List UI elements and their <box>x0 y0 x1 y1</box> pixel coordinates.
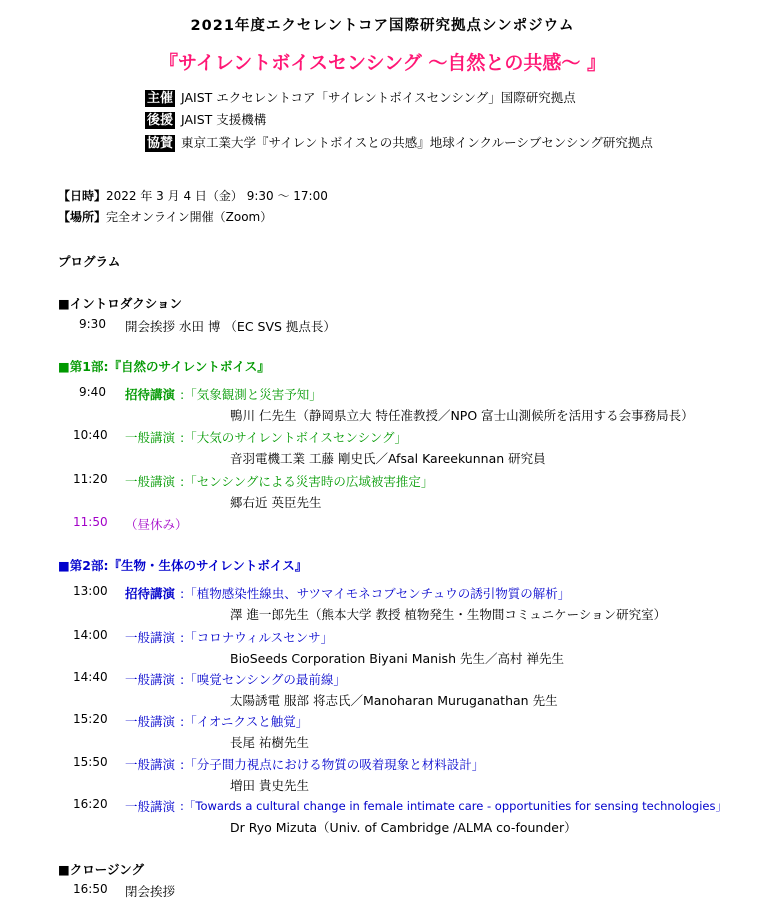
talk-time: 13:00 <box>73 584 108 598</box>
program-heading: プログラム <box>58 254 121 269</box>
talk-speaker: Dr Ryo Mizuta（Univ. of Cambridge /ALMA co-founder） <box>230 820 577 835</box>
intro-time: 9:30 <box>79 317 106 331</box>
talk-type <box>125 584 175 602</box>
sponsor-text: 東京工業大学『サイレントボイスとの共感』地球インクルーシブセンシング研究拠点 <box>181 135 653 150</box>
date-value: 2022 年 3 月 4 日（金） 9:30 ～ 17:00 <box>106 189 328 203</box>
talk-title: :「イオニクスと触覚」 <box>180 714 309 729</box>
sponsor-badge: 協賛 <box>147 136 174 151</box>
talk-type: 一般講演 <box>125 799 176 814</box>
talk-type: 一般講演 <box>125 672 176 687</box>
talk-type <box>125 385 175 403</box>
symposium-subtitle: 『サイレントボイスセンシング ～自然との共感～ 』 <box>159 52 606 74</box>
talk-speaker: 音羽電機工業 工藤 剛史氏／Afsal Kareekunnan 研究員 <box>230 451 546 466</box>
closing-time: 16:50 <box>73 882 108 896</box>
talk-time: 14:00 <box>73 628 108 642</box>
symposium-title: 2021年度エクセレントコア国際研究拠点シンポジウム <box>190 18 575 34</box>
organizer-support-row <box>145 110 266 129</box>
talk-time: 15:20 <box>73 712 108 726</box>
talk-speaker: 太陽誘電 服部 将志氏／Manoharan Muruganathan 先生 <box>230 693 558 708</box>
talk-type: 一般講演 <box>125 630 176 645</box>
talk-title: :「気象観測と災害予知」 <box>180 387 322 402</box>
intro-text: 開会挨拶 水田 博 （EC SVS 拠点長） <box>125 319 336 334</box>
talk-title: :「嗅覚センシングの最前線」 <box>180 672 346 687</box>
place-value: 完全オンライン開催（Zoom） <box>106 210 273 224</box>
section-intro-title: ■イントロダクション <box>58 296 183 311</box>
break-time: 11:50 <box>73 515 108 529</box>
support-badge: 後援 <box>147 113 174 128</box>
talk-type: 一般講演 <box>125 430 176 445</box>
talk-type: 一般講演 <box>125 757 176 772</box>
section-closing-title: ■クロージング <box>58 862 144 877</box>
talk-speaker: 増田 貴史先生 <box>230 778 309 793</box>
support-text: JAIST 支援機構 <box>181 112 267 127</box>
talk-title: :「大気のサイレントボイスセンシング」 <box>180 430 408 445</box>
date-line <box>58 187 328 204</box>
talk-speaker: 鴨川 仁先生（静岡県立大 特任准教授／NPO 富士山測候所を活用する会事務局長） <box>230 408 694 423</box>
talk-time: 15:50 <box>73 755 108 769</box>
talk-title: :「センシングによる災害時の広域被害推定」 <box>180 474 434 489</box>
break-text: （昼休み） <box>125 517 188 532</box>
date-label: 【日時】 <box>58 189 107 203</box>
talk-type-label: 招待講演 <box>125 586 176 601</box>
host-text: JAIST エクセレントコア「サイレントボイスセンシング」国際研究拠点 <box>181 90 576 105</box>
talk-time: 10:40 <box>73 428 108 442</box>
section-part2-title: ■第2部:『生物・生体のサイレントボイス』 <box>58 558 308 573</box>
section-part1-title: ■第1部:『自然のサイレントボイス』 <box>58 359 270 374</box>
talk-time: 9:40 <box>79 385 106 399</box>
closing-text: 閉会挨拶 <box>125 884 176 899</box>
talk-type: 一般講演 <box>125 714 176 729</box>
talk-speaker: 郷右近 英臣先生 <box>230 495 322 510</box>
organizer-sponsor-row <box>145 133 653 152</box>
place-label: 【場所】 <box>58 210 107 224</box>
talk-title: :「コロナウィルスセンサ」 <box>180 630 334 645</box>
talk-type: 一般講演 <box>125 474 176 489</box>
organizer-host-row <box>145 88 576 107</box>
host-badge: 主催 <box>147 91 174 106</box>
talk-type-label: 招待講演 <box>125 387 176 402</box>
talk-time: 14:40 <box>73 670 108 684</box>
talk-speaker: 長尾 祐樹先生 <box>230 735 309 750</box>
talk-speaker: 澤 進一郎先生（熊本大学 教授 植物発生・生物間コミュニケーション研究室） <box>230 607 667 622</box>
talk-speaker: BioSeeds Corporation Biyani Manish 先生／高村 禅先生 <box>230 651 564 666</box>
talk-time: 11:20 <box>73 472 108 486</box>
talk-time: 16:20 <box>73 797 108 811</box>
place-line <box>58 208 272 225</box>
talk-title: :「植物感染性線虫、サツマイモネコブセンチュウの誘引物質の解析」 <box>180 586 571 601</box>
talk-title: :「分子間力視点における物質の吸着現象と材料設計」 <box>180 757 485 772</box>
talk-title: :「Towards a cultural change in female intimate care - opportunities for sensing technologies」 <box>180 799 727 813</box>
